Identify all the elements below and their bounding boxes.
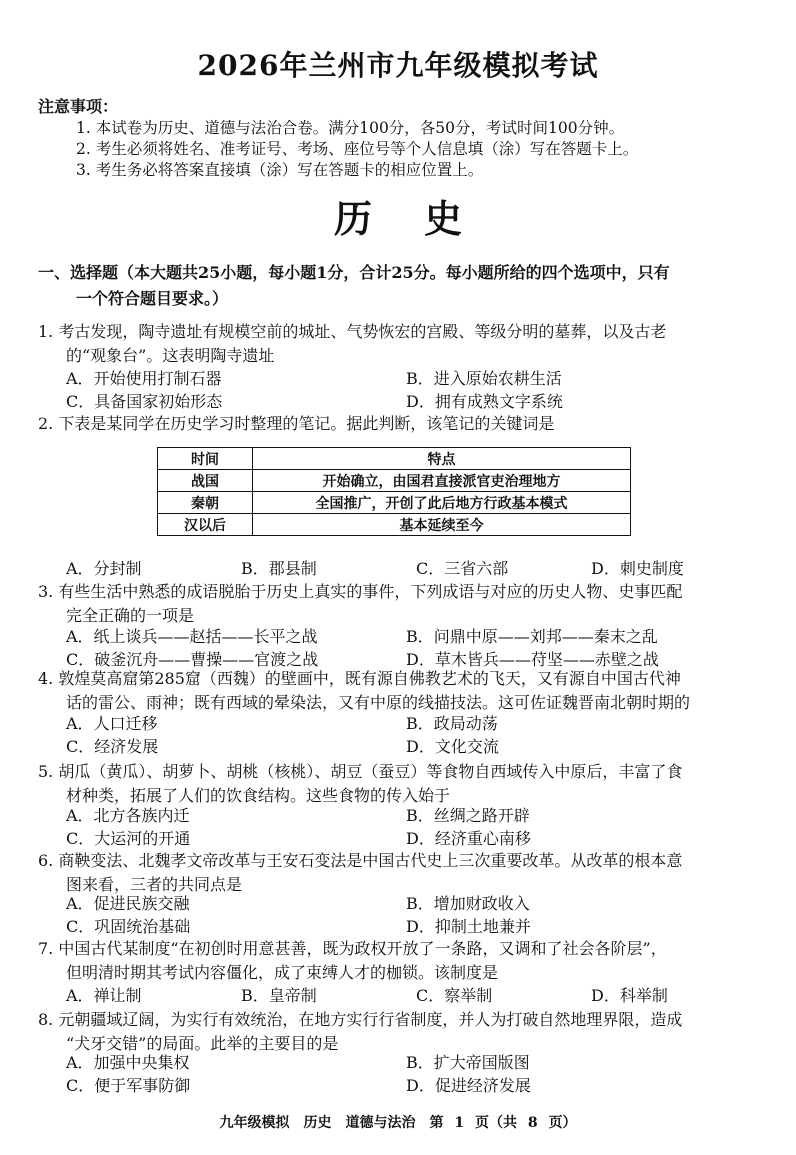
table-row [158, 514, 631, 536]
option-b: B．政局动荡 [406, 714, 498, 733]
table-row [158, 492, 631, 514]
question-3 [38, 580, 763, 628]
section-heading-line1: 一、选择题（本大题共25小题，每小题1分，合计25分。每小题所给的四个选项中，只有 [38, 263, 670, 282]
option-b: B．丝绸之路开辟 [406, 806, 530, 825]
question-stem-cont: 话的雷公、雨神；既有西域的晕染法，又有中原的线描技法。这可佐证魏晋南北朝时期的 [66, 693, 691, 712]
option-a: A．纸上谈兵——赵括——长平之战 [66, 627, 318, 646]
notice-item: 1. 本试卷为历史、道德与法治合卷。满分100分，各50分，考试时间100分钟。 [76, 119, 625, 137]
option-d: D．科举制 [591, 986, 668, 1005]
option-b: B．扩大帝国版图 [406, 1053, 530, 1072]
option-a: A．禅让制 [66, 986, 142, 1005]
option-a: A．促进民族交融 [66, 894, 190, 913]
table-header-feature: 特点 [253, 448, 631, 470]
question-stem: 4. 敦煌莫高窟第285窟（西魏）的壁画中，既有源自佛教艺术的飞天，又有源自中国古代神 [38, 669, 681, 688]
question-stem-cont: “犬牙交错”的局面。此举的主要目的是 [66, 1034, 339, 1053]
option-a: A．北方各族内迁 [66, 806, 190, 825]
table-header-time: 时间 [158, 448, 253, 470]
question-5-options [66, 804, 766, 850]
exam-title: 2026年兰州市九年级模拟考试 [197, 49, 599, 82]
question-stem: 8. 元朝疆域辽阔，为实行有效统治，在地方实行行省制度，并人为打破自然地理界限，造成 [38, 1010, 683, 1029]
table-cell-era: 汉以后 [158, 514, 253, 536]
question-stem: 2. 下表是某同学在历史学习时整理的笔记。据此判断，该笔记的关键词是 [38, 414, 555, 433]
question-8-options [66, 1051, 766, 1097]
notice-item: 3. 考生务必将答案直接填（涂）写在答题卡的相应位置上。 [76, 161, 484, 179]
question-stem-cont: 材种类，拓展了人们的饮食结构。这些食物的传入始于 [66, 786, 451, 805]
question-1 [38, 320, 763, 368]
option-c: C．大运河的开通 [66, 829, 191, 848]
question-stem: 3. 有些生活中熟悉的成语脱胎于历史上真实的事件，下列成语与对应的历史人物、史事匹配 [38, 582, 683, 601]
option-a: A．开始使用打制石器 [66, 369, 222, 388]
question-7-options [66, 983, 766, 1006]
subject-title: 历史 [333, 196, 514, 241]
page-footer: 九年级模拟 历史 道德与法治 第 1 页（共 8 页） [219, 1115, 577, 1131]
notes-table [157, 447, 631, 536]
table-cell-era: 战国 [158, 470, 253, 492]
option-c: C．三省六部 [416, 559, 509, 578]
option-a: A．加强中央集权 [66, 1053, 190, 1072]
question-2 [38, 412, 763, 436]
table-cell-era: 秦朝 [158, 492, 253, 514]
question-stem: 7. 中国古代某制度“在初创时用意甚善，既为政权开放了一条路，又调和了社会各阶层”， [38, 939, 667, 958]
option-c: C．巩固统治基础 [66, 917, 191, 936]
option-d: D．拥有成熟文字系统 [406, 392, 563, 411]
question-stem: 6. 商鞅变法、北魏孝文帝改革与王安石变法是中国古代史上三次重要改革。从改革的根本意 [38, 851, 683, 870]
notice-heading: 注意事项： [38, 97, 119, 116]
section-heading-line2: 一个符合题目要求。） [76, 289, 229, 308]
option-a: A．人口迁移 [66, 714, 158, 733]
option-a: A．分封制 [66, 559, 142, 578]
table-cell-feature: 开始确立，由国君直接派官吏治理地方 [253, 470, 631, 492]
option-b: B．问鼎中原——刘邦——秦末之乱 [406, 627, 658, 646]
question-stem-cont: 图来看，三者的共同点是 [66, 875, 243, 894]
question-6-options [66, 892, 766, 938]
question-4-options [66, 712, 766, 758]
question-stem-cont: 完全正确的一项是 [66, 606, 195, 625]
option-d: D．促进经济发展 [406, 1076, 531, 1095]
section-heading [38, 260, 768, 312]
option-c: C．破釜沉舟——曹操——官渡之战 [66, 650, 319, 669]
option-c: C．察举制 [416, 986, 493, 1005]
option-d: D．抑制土地兼并 [406, 917, 531, 936]
question-7 [38, 937, 763, 985]
option-b: B．进入原始农耕生活 [406, 369, 562, 388]
question-stem-cont: 的“观象台”。这表明陶寺遗址 [66, 346, 275, 365]
option-d: D．草木皆兵——苻坚——赤壁之战 [406, 650, 659, 669]
question-stem-cont: 但明清时期其考试内容僵化，成了束缚人才的枷锁。该制度是 [66, 963, 499, 982]
table-row [158, 470, 631, 492]
table-cell-feature: 基本延续至今 [253, 514, 631, 536]
option-d: D．经济重心南移 [406, 829, 531, 848]
option-d: D．刺史制度 [591, 559, 684, 578]
question-2-options [66, 556, 766, 579]
question-6 [38, 849, 763, 897]
option-c: C．便于军事防御 [66, 1076, 191, 1095]
question-3-options [66, 625, 766, 671]
option-d: D．文化交流 [406, 737, 499, 756]
question-1-options [66, 367, 766, 413]
table-cell-feature: 全国推广，开创了此后地方行政基本模式 [253, 492, 631, 514]
question-8 [38, 1008, 763, 1056]
notice-item: 2. 考生必须将姓名、准考证号、考场、座位号等个人信息填（涂）写在答题卡上。 [76, 140, 639, 158]
question-stem: 5. 胡瓜（黄瓜）、胡萝卜、胡桃（核桃）、胡豆（蚕豆）等食物自西域传入中原后，丰富了食 [38, 762, 683, 781]
question-5 [38, 760, 763, 808]
question-stem: 1. 考古发现，陶寺遗址有规模空前的城址、气势恢宏的宫殿、等级分明的墓葬，以及古老 [38, 322, 667, 341]
option-b: B．皇帝制 [241, 986, 317, 1005]
question-4 [38, 667, 763, 715]
option-b: B．郡县制 [241, 559, 317, 578]
table-header-row [158, 448, 631, 470]
option-c: C．具备国家初始形态 [66, 392, 223, 411]
option-c: C．经济发展 [66, 737, 159, 756]
option-b: B．增加财政收入 [406, 894, 530, 913]
